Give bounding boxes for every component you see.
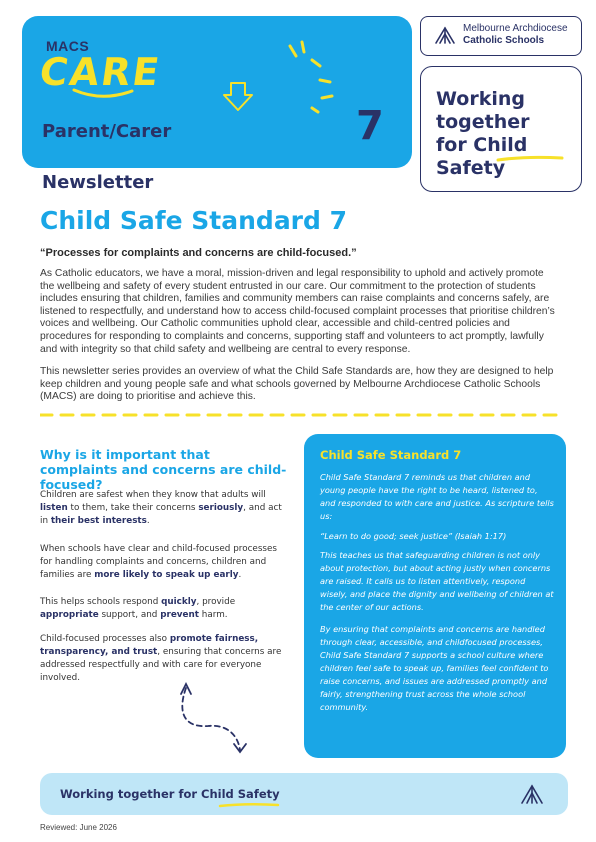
text-span: , ensuring that concerns are addressed respectfully and with care for everyone involved.	[40, 647, 282, 683]
dashed-divider	[40, 411, 564, 419]
macs-wordmark: MACS	[46, 38, 90, 54]
summary-paragraph-1: Child Safe Standard 7 reminds us that children and young people have the right to be heard, listened to, and responded to with care and justice. As scripture tells us:	[320, 472, 554, 521]
why-paragraph-1	[40, 489, 290, 528]
intro-paragraph-2: This newsletter series provides an overview of what the Child Safe Standards are, how they are designed to help keep children and young people safe and what schools governed by Melbourne Archdiocese Catholic Schools (MACS) are doing to prioritise and achieve this.	[40, 366, 554, 403]
why-paragraph-3	[40, 596, 290, 622]
emphasis-span: seriously	[198, 503, 244, 513]
curly-arrow-doodle-icon	[172, 680, 252, 756]
text-span: This helps schools respond	[40, 597, 162, 607]
summary-paragraph-3: This teaches us that safeguarding children is not only about protection, but about acting justly when concerns are raised. It calls us to listen attentively, respond wisely, and place the dignity and wellbeing of children at the center of our actions.	[320, 550, 554, 612]
audience-label: Parent/Carer	[42, 121, 172, 142]
macs-logo-icon	[434, 25, 456, 45]
footer-tagline: Working together for Child Safety	[60, 787, 280, 801]
issue-number: 7	[356, 103, 384, 149]
tagline-text	[436, 88, 576, 180]
summary-paragraph-4: By ensuring that complaints and concerns are handled through clear, accessible, and childfocused processes, Child Safe Standard 7 supports a school culture where children feel safe to speak up, families feel confident to raise concerns, and issues are addressed promptly and fairly, strengthening trust across the whole school community.	[320, 624, 549, 712]
emphasis-span: listen	[40, 503, 68, 513]
down-arrow-doodle-icon	[220, 80, 256, 114]
text-span: , provide	[196, 597, 236, 607]
emphasis-span: appropriate	[40, 610, 99, 620]
text-span: harm.	[198, 610, 228, 620]
emphasis-span: their best interests	[50, 516, 147, 526]
emphasis-span: quickly	[161, 597, 197, 607]
tagline-line1: Working	[436, 88, 525, 110]
logo-text-line1: Melbourne Archdiocese	[463, 23, 568, 34]
text-span: Child-focused processes also	[40, 634, 170, 644]
tagline-line2: together	[436, 111, 530, 133]
emphasis-span: prevent	[160, 610, 199, 620]
footer-macs-logo-icon	[520, 783, 544, 805]
why-heading: Why is it important that complaints and concerns are child-focused?	[40, 447, 287, 492]
emphasis-span: more likely to speak up early	[94, 570, 239, 580]
text-span: When schools have clear and child-focused processes for handling complaints and concerns, children and families are	[40, 544, 277, 580]
scripture-quote: “Learn to do good; seek justice” (Isaiah 1:17)	[320, 531, 507, 541]
standard-summary-title: Child Safe Standard 7	[320, 448, 462, 462]
care-smile-decoration	[72, 88, 134, 102]
reviewed-date: Reviewed: June 2026	[40, 823, 117, 832]
logo-text-line2: Catholic Schools	[463, 35, 545, 46]
newsletter-label: Newsletter	[42, 172, 154, 193]
care-logo-text: CARE	[36, 50, 164, 94]
text-span: , and act in	[40, 503, 282, 526]
text-span: .	[146, 516, 150, 526]
why-paragraph-4	[40, 633, 290, 685]
emphasis-span: promote fairness, transparency, and trust	[40, 634, 259, 657]
text-span: to them, take their concerns	[67, 503, 199, 513]
text-span: .	[238, 570, 242, 580]
sparkle-rays-doodle-icon	[282, 36, 352, 116]
standard-quote: “Processes for complaints and concerns are child-focused.”	[40, 247, 357, 259]
tagline-line3: for Child	[436, 134, 528, 156]
text-span: Children are safest when they know that adults will	[40, 490, 266, 500]
text-span: support, and	[98, 610, 161, 620]
page-title: Child Safe Standard 7	[40, 206, 348, 235]
why-paragraph-2	[40, 543, 290, 582]
intro-paragraph-1: As Catholic educators, we have a moral, mission-driven and legal responsibility to uphold and actively promote the wellbeing and safety of every student entrusted in our care. Our commitment to the protection of students includes ensuring that children, families and community members can raise complaints and concerns safely, are listened to respectfully, and understand how to access child-focused complaint processes that prioritise children’s voices and wellbeing. Our Catholic communities uphold clear, accessible and child-centred policies and procedures for responding to complaints and concerns, supporting staff and volunteers to act promptly, lawfully and with integrity so that child safety and wellbeing are central to every response.	[40, 268, 555, 355]
footer-underline-decoration	[218, 801, 282, 809]
tagline-line4: Safety	[436, 157, 506, 179]
tagline-underline-decoration	[496, 154, 566, 164]
